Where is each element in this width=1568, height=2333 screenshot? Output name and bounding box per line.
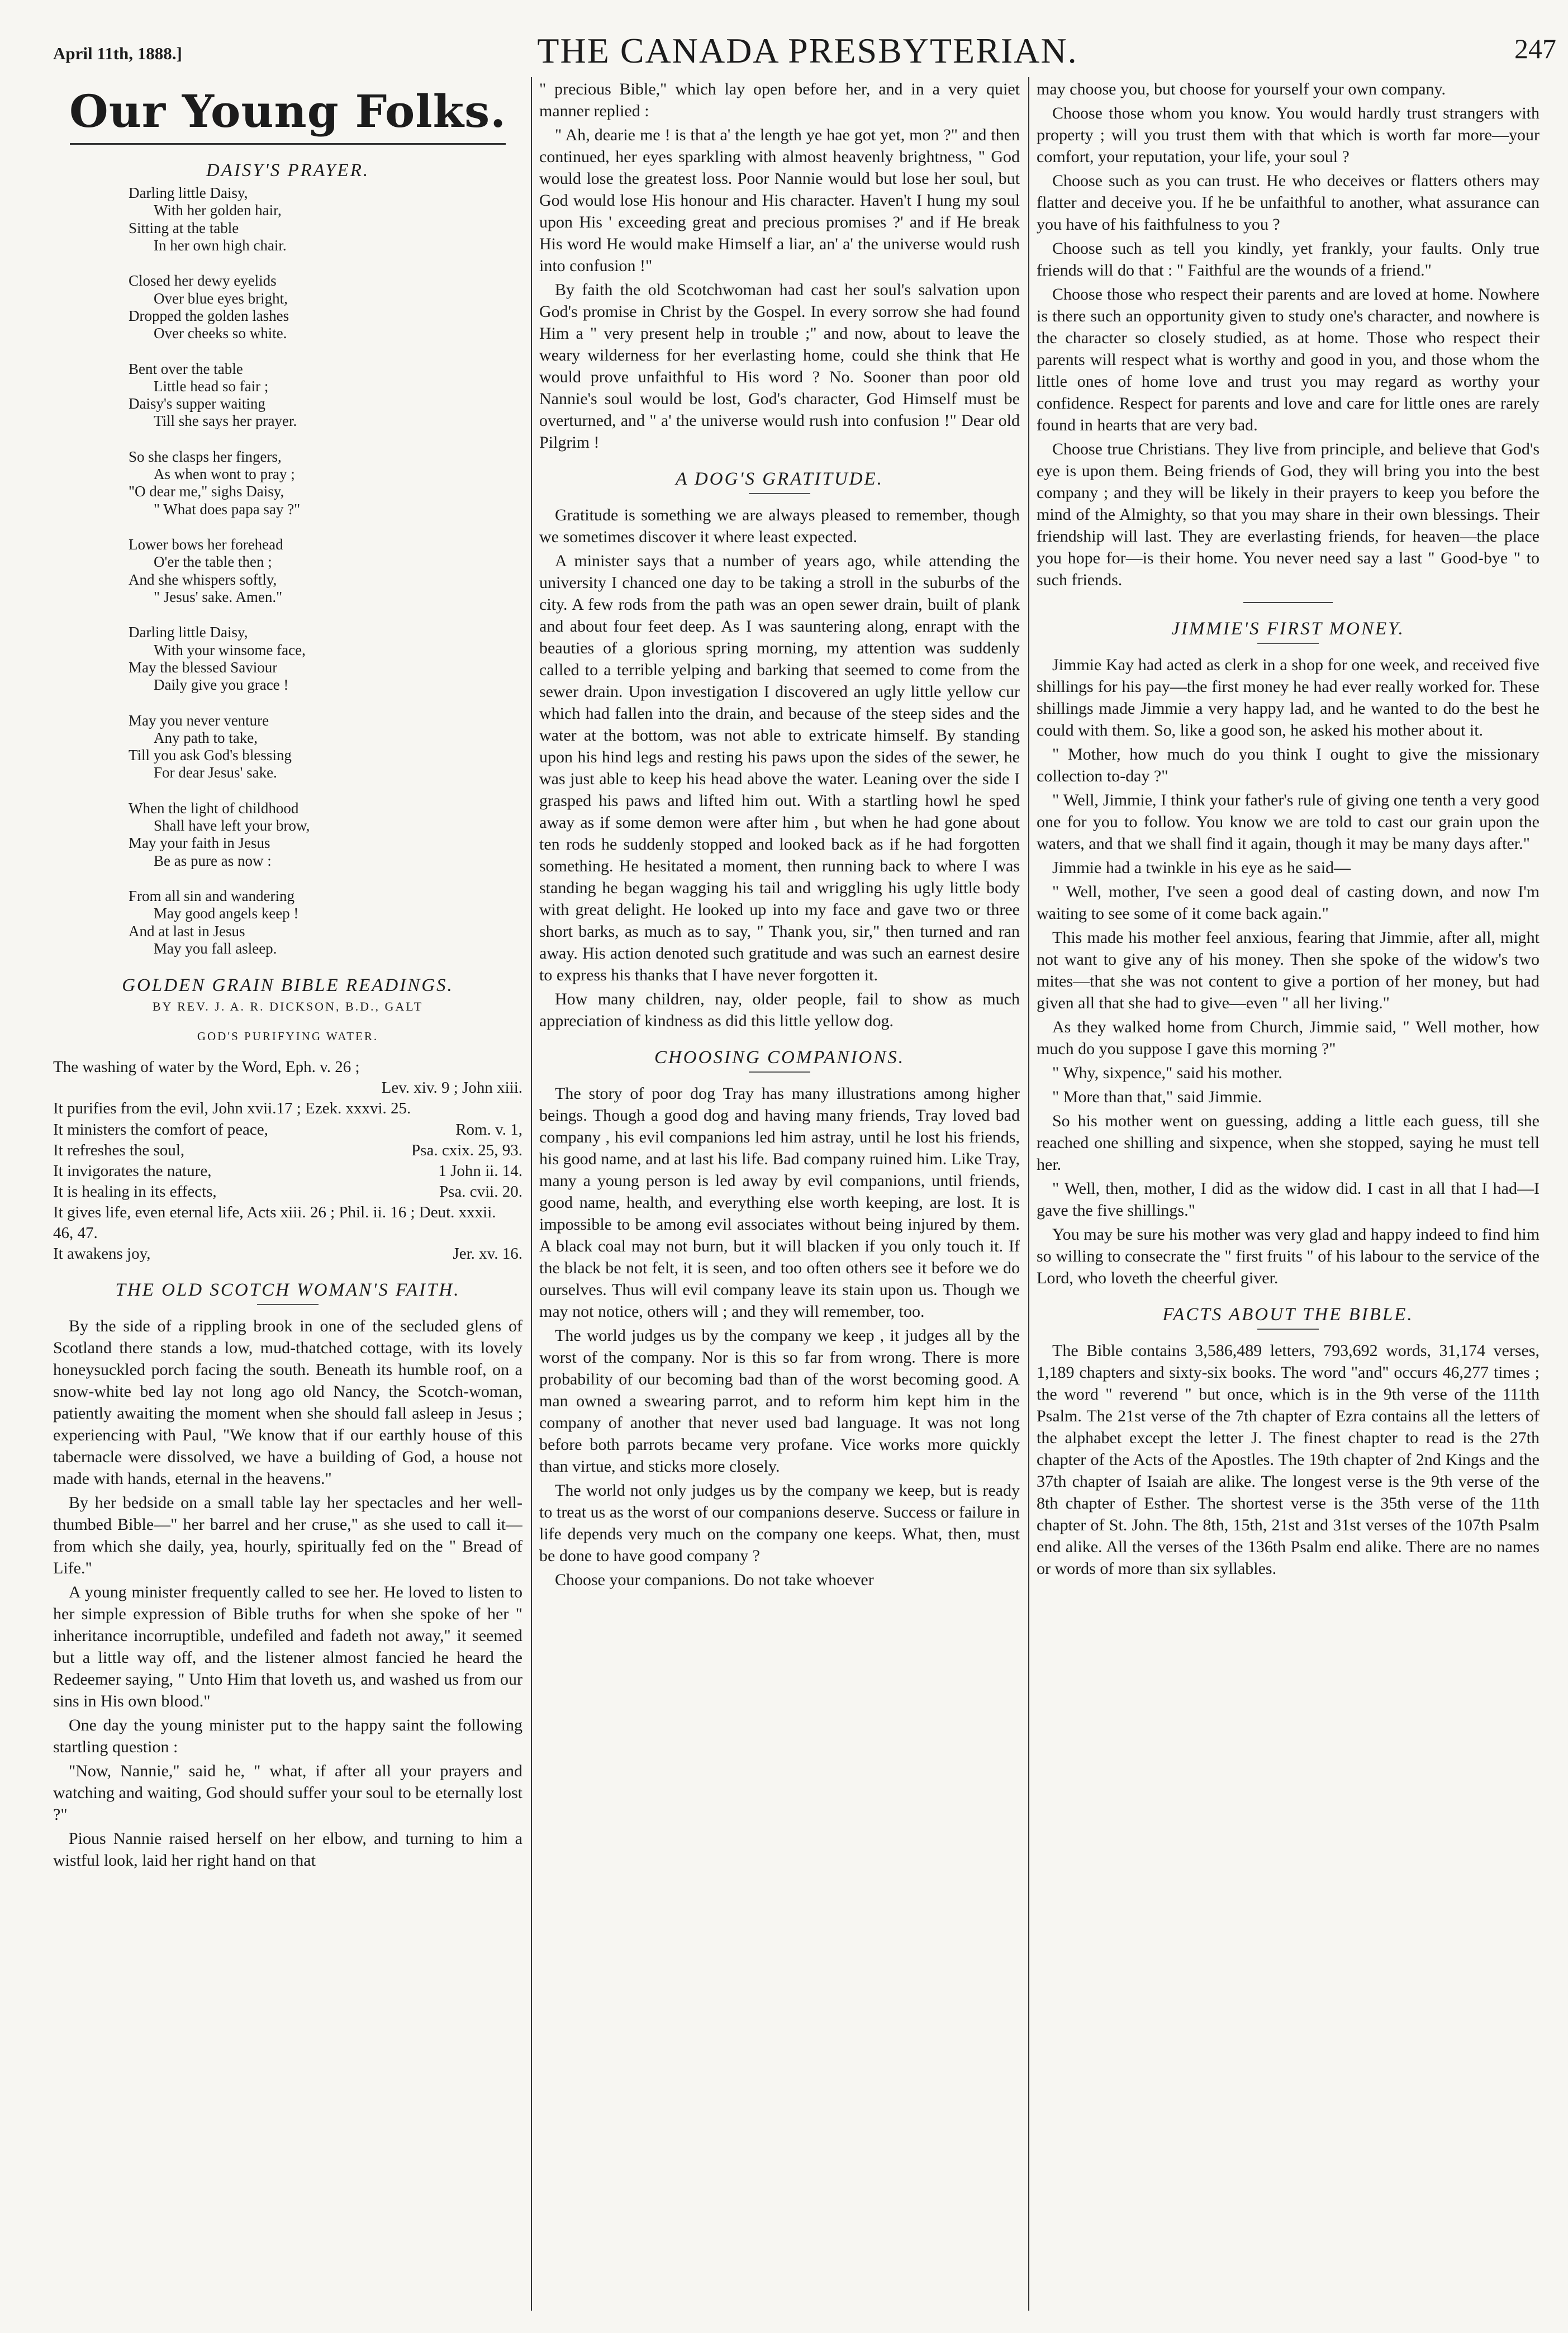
paragraph: How many children, nay, older people, fail to show as much appreciation of kindness as did this little yellow dog. — [539, 990, 1020, 1030]
reading-reference — [517, 1202, 522, 1244]
golden-title: GOLDEN GRAIN BIBLE READINGS. — [122, 975, 454, 996]
poem-line: And at last in Jesus — [129, 922, 245, 940]
poem-line: When the light of childhood — [129, 799, 299, 817]
section-rule — [1257, 1329, 1319, 1330]
poem-stanza — [129, 624, 522, 694]
reading-reference: 1 John ii. 14. — [438, 1161, 522, 1180]
column-1 — [53, 78, 522, 2311]
poem-stanza — [129, 800, 522, 870]
poem-stanza — [129, 448, 522, 518]
dog-story — [539, 504, 1020, 1032]
reading-row — [53, 1098, 522, 1119]
poem-line: May you never venture — [129, 712, 269, 729]
paragraph: You may be sure his mother was very glad and happy indeed to find him so willing to consecrate the " first fruits " of his labour to the service of the Lord, who loveth the cheerful giver. — [1037, 1225, 1540, 1287]
poem-line: Shall have left your brow, — [154, 817, 310, 834]
poem-line: Any path to take, — [154, 729, 258, 746]
issue-date: April 11th, 1888.] — [53, 44, 182, 63]
paragraph: Jimmie had a twinkle in his eye as he said— — [1052, 859, 1351, 877]
facts-title: FACTS ABOUT THE BIBLE. — [1162, 1305, 1414, 1325]
paragraph: The Bible contains 3,586,489 letters, 793,692 words, 31,174 verses, 1,189 chapters and sixty-six books. The word "and" occurs 46,277 times ; the word " reverend " but once, which is in the 9th verse of the 111th Psalm. The 21st verse of the 7th chapter of Ezra contains all the letters of the alphabet except the letter J. The finest chapter to read is the 27th chapter of the Acts of the Apostles. The 19th chapter of 2nd Kings and the 37th chapter of Isaiah are alike. The longest verse is the 9th verse of the 8th chapter of Esther. The shortest verse is the 35th verse of the 11th chapter of St. John. The 8th, 15th, 21st and 31st verses of the 107th Psalm end alike. All the verses of the 136th Psalm end alike. There are no names or words of more than six syllables. — [1037, 1341, 1540, 1578]
poem-line: Be as pure as now : — [154, 852, 272, 869]
poem-line: May your faith in Jesus — [129, 834, 270, 852]
paragraph: By faith the old Scotchwoman had cast her soul's salvation upon God's promise in Christ by the Gospel. In every sorrow she had found Him a " very present help in trouble ;" and now, about to leave the weary wilderness for her everlasting home, could she think that He would prove unfaithful to His word ? No. Sooner than poor old Nannie's soul would be lost, God's character, God Himself must be overturned, and " a' the universe would rush into confusion !" Dear old Pilgrim ! — [539, 281, 1020, 452]
reading-text: It gives life, even eternal life, Acts xiii. 26 ; Phil. ii. 16 ; Deut. xxxii. 46, 47. — [53, 1203, 496, 1243]
paragraph: Choose true Christians. They live from principle, and believe that God's eye is upon them. Being friends of God, they will bring you into the best company ; and they will be likely in their prayers to keep you before the mind of the Almighty, so that you may share in their own blessings. Their friendship will last. They are everlasting friends, for heaven—the place you hope for—is their home. You never need say a last " Good-bye " to such friends. — [1037, 440, 1540, 589]
paragraph: " Why, sixpence," said his mother. — [1052, 1064, 1282, 1082]
reading-text: The washing of water by the Word, Eph. v. 26 ; — [53, 1058, 360, 1077]
golden-readings-list — [53, 1057, 522, 1264]
poem-line: May you fall asleep. — [154, 940, 277, 957]
paragraph: " Well, mother, I've seen a good deal of casting down, and now I'm waiting to see some of it come back again." — [1037, 883, 1540, 923]
poem-line: May good angels keep ! — [154, 905, 299, 922]
paragraph: Choose your companions. Do not take whoever — [555, 1571, 874, 1589]
poem-line: Daisy's supper waiting — [129, 395, 265, 412]
reading-reference — [517, 1057, 522, 1078]
section-masthead: Our Young Folks. — [69, 85, 506, 137]
paragraph: " More than that," said Jimmie. — [1052, 1088, 1262, 1106]
reading-text: It is healing in its effects, — [53, 1182, 217, 1201]
reading-reference: Psa. cvii. 20. — [439, 1182, 522, 1201]
poem-line: Darling little Daisy, — [129, 624, 248, 641]
column-2 — [539, 78, 1020, 2311]
paragraph: This made his mother feel anxious, fearing that Jimmie, after all, might not want to give any of his money. Then she spoke of the widow's two mites—that she was not content to give a portion of her money, but had given all that she had to give—even " all her living." — [1037, 928, 1540, 1012]
reading-row — [53, 1140, 522, 1161]
paragraph: Gratitude is something we are always pleased to remember, though we sometimes discover it where least expected. — [539, 506, 1020, 546]
paragraph: A young minister frequently called to see her. He loved to listen to her simple expression of Bible truths for when she spoke of her " inheritance incorruptible, undefiled and fadeth not away," it seemed but a little way off, and the listener almost fancied he heard the Redeemer saying, " Unto Him that loveth us, and washed us from our sins in His own blood." — [53, 1583, 522, 1711]
reading-reference: Rom. v. 1, — [455, 1120, 522, 1139]
column-3 — [1037, 78, 1540, 2311]
reading-reference: Psa. cxix. 25, 93. — [411, 1141, 522, 1159]
reading-row — [53, 1057, 522, 1078]
scotch-title: THE OLD SCOTCH WOMAN'S FAITH. — [115, 1280, 460, 1301]
poem-line: From all sin and wandering — [129, 888, 294, 904]
paragraph: Choose those whom you know. You would hardly trust strangers with property ; will you trust them with that which is worth far more—your comfort, your reputation, your life, your soul ? — [1037, 104, 1540, 166]
poem-stanza — [129, 361, 522, 430]
paragraph: The world judges us by the company we keep , it judges all by the worst of the company. Nor is this so far from wrong. There is more probability of our becoming bad than of the worst becoming good. A man owned a swearing parrot, and to reform him kept him in the company of another that never used bad language. It was not long before both parrots became very profane. Vice works more quickly than virtue, and sticks more closely. — [539, 1326, 1020, 1476]
poem-line: " Jesus' sake. Amen." — [154, 588, 283, 605]
paragraph: Choose such as you can trust. He who deceives or flatters others may flatter and deceive you. If he be unfaithful to another, what assurance can you have of his faithfulness to you ? — [1037, 172, 1540, 234]
paragraph: One day the young minister put to the happy saint the following startling question : — [53, 1716, 522, 1757]
poem-line: Sitting at the table — [129, 219, 239, 236]
poem-line: In her own high chair. — [154, 236, 287, 254]
companions-title: CHOOSING COMPANIONS. — [654, 1047, 905, 1068]
poem-line: Closed her dewy eyelids — [129, 272, 277, 290]
poem-line: " What does papa say ?" — [154, 500, 301, 518]
poem-line: For dear Jesus' sake. — [154, 764, 277, 781]
poem-line: Darling little Daisy, — [129, 184, 248, 201]
paragraph: By the side of a rippling brook in one of the secluded glens of Scotland there stands a low, mud-thatched cottage, with its lovely honeysuckled porch facing the south. Beneath its humble roof, on a snow-white bed lay not long ago old Nancy, the Scotch-woman, patiently awaiting the moment when she should fall asleep in Jesus ; experiencing with Paul, "We know that if our earthly house of this tabernacle were dissolved, we have a building of God, a house not made with hands, eternal in the heavens." — [53, 1317, 522, 1488]
poem-line: And she whispers softly, — [129, 571, 277, 588]
paragraph: Pious Nannie raised herself on her elbow, and turning to him a wistful look, laid her right hand on that — [53, 1829, 522, 1870]
reading-row — [53, 1078, 522, 1098]
paragraph: By her bedside on a small table lay her spectacles and her well-thumbed Bible—" her barrel and her cruse," as she used to call it—from which she daily, yea, hourly, spiritually fed on the " Bread of Life." — [53, 1493, 522, 1578]
jimmie-story — [1037, 654, 1540, 1289]
poem-stanza — [129, 536, 522, 606]
poem-line: "O dear me," sighs Daisy, — [129, 483, 284, 500]
poem-line: Over blue eyes bright, — [154, 290, 288, 307]
reading-text: It refreshes the soul, — [53, 1141, 185, 1159]
scotch-story-part1 — [53, 1315, 522, 1871]
paragraph: "Now, Nannie," said he, " what, if after all your prayers and watching and waiting, God should suffer your soul to be eternally lost ?" — [53, 1762, 522, 1824]
paragraph: " Mother, how much do you think I ought to give the missionary collection to-day ?" — [1037, 745, 1540, 785]
newspaper-title: THE CANADA PRESBYTERIAN. — [537, 31, 1078, 70]
paragraph: Jimmie Kay had acted as clerk in a shop for one week, and received five shillings for his pay—the first money he had ever really worked for. These shillings made Jimmie a very happy lad, and he wanted to do the best he could with them. So, like a good son, he asked his mother about it. — [1037, 656, 1540, 739]
paragraph: " Ah, dearie me ! is that a' the length ye hae got yet, mon ?" and then continued, her eyes sparkling with almost heavenly brightness, " God would lose the greatest loss. Poor Nannie would but lose her soul, but God would lose His honour and His character. Haven't I hung my soul upon His ' exceeding great and precious promises ?' and if He break His word He would make Himself a liar, an' a' the universe would rush into confusion !" — [539, 126, 1020, 275]
paragraph: Choose those who respect their parents and are loved at home. Nowhere is there such an opportunity given to study one's character, and nowhere is the character so closely studied, as at home. Those who respect their parents will respect what is worthy and good in you, and those whom the little ones of home love and trust you may regard as worthy your confidence. Respect for parents and love and care for little ones are rarely found in hearts that are very bad. — [1037, 285, 1540, 434]
column-divider — [1028, 77, 1029, 2311]
page-header — [53, 29, 1562, 73]
poem-line: Dropped the golden lashes — [129, 307, 289, 324]
reading-row — [53, 1244, 522, 1264]
paragraph: " Well, Jimmie, I think your father's rule of giving one tenth a very good one for you to follow. You know we are told to cast our grain upon the waters, and that we shall find it again, though it may be many days after." — [1037, 791, 1540, 853]
paragraph: Choose such as tell you kindly, yet frankly, your faults. Only true friends will do that : " Faithful are the wounds of a friend." — [1037, 239, 1540, 279]
page-number: 247 — [1514, 33, 1556, 64]
paragraph: As they walked home from Church, Jimmie said, " Well mother, how much do you suppose I gave this morning ?" — [1037, 1018, 1540, 1058]
reading-text: It awakens joy, — [53, 1245, 151, 1263]
poem-line: As when wont to pray ; — [154, 466, 295, 483]
poem-body — [129, 184, 522, 957]
jimmie-title: JIMMIE'S FIRST MONEY. — [1171, 619, 1405, 639]
section-rule — [1257, 643, 1319, 644]
poem-stanza — [129, 712, 522, 782]
paragraph: So his mother went on guessing, adding a little each guess, till she reached one shilling and sixpence, when she stopped, saying he must tell her. — [1037, 1112, 1540, 1174]
poem-line: With her golden hair, — [154, 202, 282, 219]
poem-stanza — [129, 888, 522, 957]
golden-byline: BY REV. J. A. R. DICKSON, B.D., GALT — [152, 999, 424, 1014]
reading-text: It purifies from the evil, John xvii.17 ; Ezek. xxxvi. 25. — [53, 1099, 411, 1118]
reading-row — [53, 1161, 522, 1182]
poem-line: May the blessed Saviour — [129, 658, 278, 676]
companions-part2 — [1037, 78, 1540, 591]
column-divider — [531, 77, 532, 2311]
reading-text: It invigorates the nature, — [53, 1161, 212, 1180]
dog-title: A DOG'S GRATITUDE. — [676, 469, 883, 489]
poem-line: Over cheeks so white. — [154, 325, 287, 342]
reading-row — [53, 1202, 522, 1244]
scotch-story-part2 — [539, 78, 1020, 453]
poem-line: Bent over the table — [129, 360, 243, 377]
paragraph: The story of poor dog Tray has many illustrations among higher beings. Though a good dog and having many friends, Tray loved bad company , his evil companions led him astray, until he lost his friends, his good name, and at last his life. Bad company ruined him. Like Tray, many a young person is led away by evil companions, until friends, good name, health, and everything else worth keeping, are lost. It is impossible to be among evil associates without being injured by them. A black coal may not burn, but it will blacken if you only touch it. If the black be not felt, it is seen, and too often others see it before we do ourselves. Thus will evil company leave its stain upon us. Though we may not notice, others will ; and they will remember, too. — [539, 1084, 1020, 1321]
section-rule — [749, 493, 810, 494]
poem-line: Daily give you grace ! — [154, 676, 289, 694]
poem-stanza — [129, 184, 522, 254]
golden-subhead: GOD'S PURIFYING WATER. — [197, 1030, 379, 1044]
poem-title: DAISY'S PRAYER. — [206, 160, 370, 181]
section-rule — [749, 1071, 810, 1073]
reading-text: It ministers the comfort of peace, — [53, 1120, 268, 1139]
poem-line: O'er the table then ; — [154, 553, 272, 571]
paragraph: " precious Bible," which lay open before her, and in a very quiet manner replied : — [539, 80, 1020, 120]
poem-line: Lower bows her forehead — [129, 536, 283, 553]
paragraph: may choose you, but choose for yourself your own company. — [1037, 80, 1446, 98]
section-end-rule — [1243, 602, 1333, 603]
poem-line: With your winsome face, — [154, 641, 306, 658]
reading-reference: Lev. xiv. 9 ; John xiii. — [381, 1079, 522, 1097]
paragraph: The world not only judges us by the company we keep, but is ready to treat us as the worst of our companions deserve. Success or failure in life depends very much on the company one keeps. What, then, must be done to have good company ? — [539, 1481, 1020, 1565]
paragraph: A minister says that a number of years ago, while attending the university I chanced one day to be taking a stroll in the suburbs of the city. A few rods from the path was an open sewer drain, built of plank and about four feet deep. As I was sauntering along, enrapt with the beauties of a glorious spring morning, my attention was suddenly called to a terrible yelping and barking that seemed to come from the sewer drain. Upon investigation I discovered an ugly little yellow cur which had fallen into the drain, and because of the steep sides and the water at the bottom, was not able to extricate himself. By standing upon his hind legs and resting his paws upon the sides of the sewer, he was just able to keep his head above the water. Leaning over the side I grasped his paws and lifted him out. With a startling howl he sped away as if some demon were after him , but when he had gone about ten rods he suddenly stopped and looked back as if he had forgotten something. He hesitated a moment, then running back to where I was standing he began wagging his tail and wriggling his ugly little body with great delight. He looked up into my face and gave two or three short barks, as much as to say, " Thank you, sir," then turned and ran away. His action denoted such gratitude and was such an earnest desire to express his thanks that I have never forgotten it. — [539, 552, 1020, 984]
poem-line: Till you ask God's blessing — [129, 747, 292, 764]
poem-line: So she clasps her fingers, — [129, 448, 282, 465]
bible-facts — [1037, 1340, 1540, 1580]
masthead-rule — [70, 143, 506, 145]
companions-part1 — [539, 1083, 1020, 1591]
reading-reference: Jer. xv. 16. — [453, 1245, 522, 1263]
poem-stanza — [129, 272, 522, 342]
poem-line: Till she says her prayer. — [154, 412, 297, 430]
section-rule — [257, 1304, 319, 1305]
reading-row — [53, 1120, 522, 1140]
poem-line: Little head so fair ; — [154, 377, 269, 395]
paragraph: " Well, then, mother, I did as the widow did. I cast in all that I had—I gave the five shillings." — [1037, 1179, 1540, 1220]
reading-reference — [517, 1098, 522, 1119]
reading-row — [53, 1182, 522, 1202]
